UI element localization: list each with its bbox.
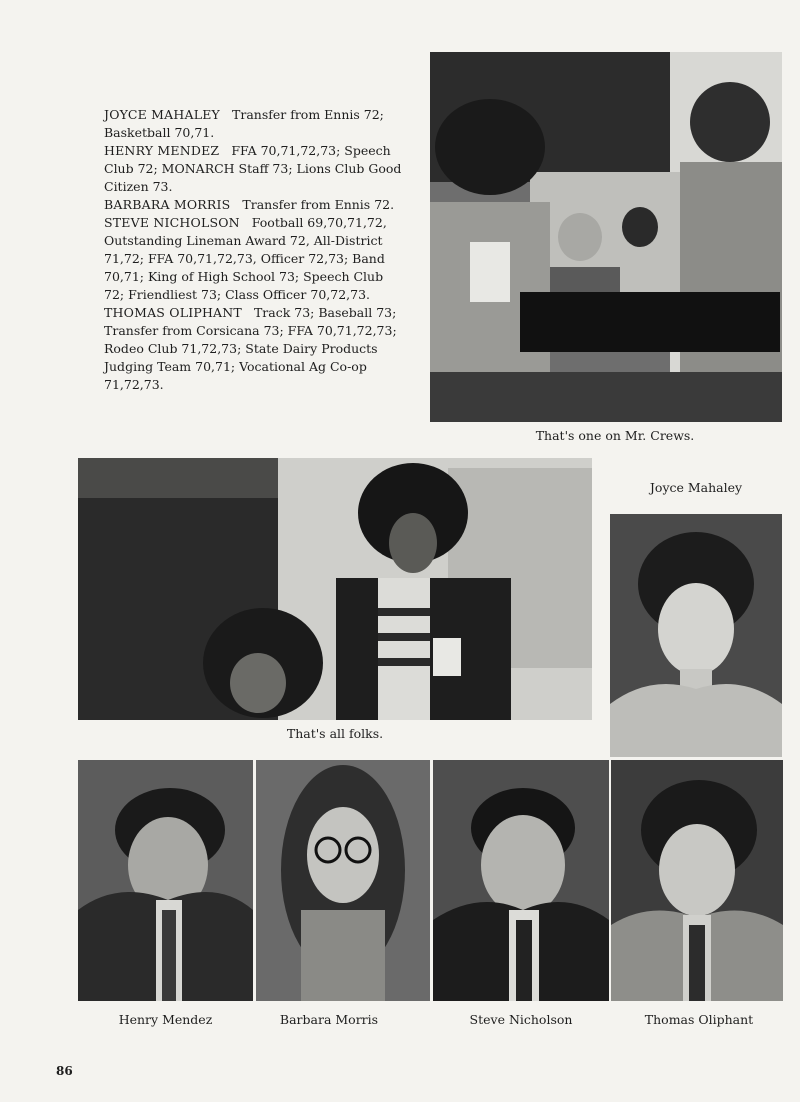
- bio-details: Transfer from Ennis 72.: [242, 197, 395, 212]
- photo-classroom-students: [78, 458, 592, 720]
- bio-details: Track 73; Baseball 73; Transfer from Corsicana 73; FFA 70,71,72,73; Rodeo Club 71,72,73; State Dairy Products Judging Team 70,71; Vocational Ag Co-op 71,72,73.: [104, 305, 397, 392]
- bio-name: STEVE NICHOLSON: [104, 215, 240, 230]
- bio-entry-steve: [104, 214, 404, 304]
- portrait-joyce-mahaley: [610, 514, 782, 757]
- caption-barbara: Barbara Morris: [279, 1012, 379, 1027]
- portrait-thomas-oliphant: [611, 760, 783, 1001]
- portrait-barbara-morris: [256, 760, 430, 1001]
- bio-entry-thomas: [104, 304, 404, 394]
- bio-details: Football 69,70,71,72, Outstanding Lineman Award 72, All-District 71,72; FFA 70,71,72,73, Officer 72,73; Band 70,71; King of High School 73; Speech Club 72; Friendliest 73; Class Officer 70,72,73.: [104, 215, 387, 302]
- bio-details: Transfer from Ennis 72; Basketball 70,71.: [104, 107, 384, 140]
- bio-name: HENRY MENDEZ: [104, 143, 220, 158]
- bio-name: BARBARA MORRIS: [104, 197, 231, 212]
- biography-text: [104, 106, 404, 394]
- bio-entry-barbara: [104, 196, 404, 214]
- caption-joyce: Joyce Mahaley: [649, 480, 743, 495]
- bio-name: THOMAS OLIPHANT: [104, 305, 242, 320]
- caption-thomas: Thomas Oliphant: [644, 1012, 754, 1027]
- caption-steve: Steve Nicholson: [469, 1012, 573, 1027]
- photo-bottles-group: [430, 52, 782, 422]
- caption-top-photo: That's one on Mr. Crews.: [535, 428, 695, 443]
- portrait-henry-mendez: [78, 760, 253, 1001]
- bio-entry-henry: [104, 142, 404, 196]
- bio-name: JOYCE MAHALEY: [104, 107, 220, 122]
- bio-entry-joyce: [104, 106, 404, 142]
- bio-details: FFA 70,71,72,73; Speech Club 72; MONARCH Staff 73; Lions Club Good Citizen 73.: [104, 143, 402, 194]
- page-number: 86: [56, 1064, 73, 1078]
- portrait-steve-nicholson: [433, 760, 609, 1001]
- caption-henry: Henry Mendez: [118, 1012, 213, 1027]
- caption-middle-photo: That's all folks.: [286, 726, 384, 741]
